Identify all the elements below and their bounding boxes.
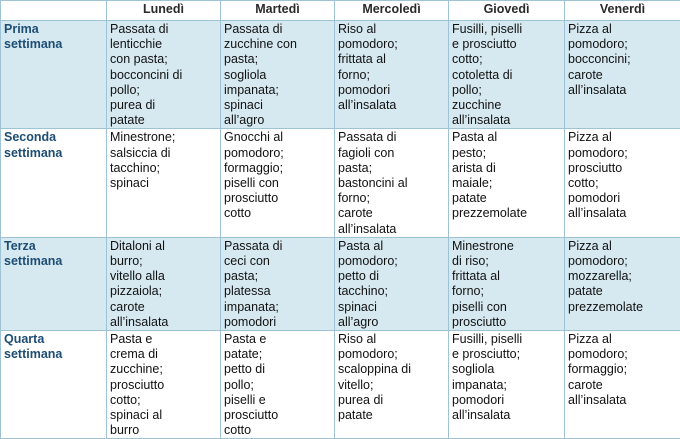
- menu-cell: Gnocchi al pomodoro; formaggio; piselli con prosciutto cotto: [221, 129, 335, 237]
- menu-cell: Ditaloni al burro; vitello alla pizzaiola; carote all’insalata: [107, 237, 221, 330]
- header-day-martedi: Martedì: [221, 1, 335, 21]
- week-label: Seconda settimana: [1, 129, 107, 237]
- menu-cell: Pasta al pomodoro; petto di tacchino; spinaci all’agro: [335, 237, 449, 330]
- week-label: Quarta settimana: [1, 331, 107, 439]
- corner-cell: [1, 1, 107, 21]
- week-row-4: [1, 331, 680, 439]
- menu-cell: Passata di ceci con pasta; platessa impanata; pomodori: [221, 237, 335, 330]
- menu-cell: Pizza al pomodoro; prosciutto cotto; pomodori all’insalata: [565, 129, 680, 237]
- menu-cell: Riso al pomodoro; frittata al forno; pomodori all’insalata: [335, 21, 449, 129]
- menu-cell: Pizza al pomodoro; formaggio; carote all’insalata: [565, 331, 680, 439]
- week-label: Prima settimana: [1, 21, 107, 129]
- week-row-2: [1, 129, 680, 237]
- header-day-lunedi: Lunedì: [107, 1, 221, 21]
- week-label: Terza settimana: [1, 237, 107, 330]
- menu-cell: Minestrone di riso; frittata al forno; piselli con prosciutto: [449, 237, 565, 330]
- menu-cell: Pizza al pomodoro; mozzarella; patate prezzemolate: [565, 237, 680, 330]
- menu-cell: Pasta al pesto; arista di maiale; patate prezzemolate: [449, 129, 565, 237]
- menu-cell: Passata di lenticchie con pasta; bocconcini di pollo; purea di patate: [107, 21, 221, 129]
- menu-cell: Minestrone; salsiccia di tacchino; spinaci: [107, 129, 221, 237]
- header-day-giovedi: Giovedì: [449, 1, 565, 21]
- week-row-1: [1, 21, 680, 129]
- menu-cell: Pizza al pomodoro; bocconcini; carote all’insalata: [565, 21, 680, 129]
- header-row: [1, 1, 680, 21]
- menu-cell: Passata di fagioli con pasta; bastoncini al forno; carote all’insalata: [335, 129, 449, 237]
- menu-cell: Riso al pomodoro; scaloppina di vitello; purea di patate: [335, 331, 449, 439]
- menu-cell: Fusilli, piselli e prosciutto; sogliola impanata; pomodori all’insalata: [449, 331, 565, 439]
- menu-cell: Pasta e patate; petto di pollo; piselli e prosciutto cotto: [221, 331, 335, 439]
- menu-cell: Pasta e crema di zucchine; prosciutto cotto; spinaci al burro: [107, 331, 221, 439]
- header-day-venerdi: Venerdì: [565, 1, 680, 21]
- menu-cell: Fusilli, piselli e prosciutto cotto; cotoletta di pollo; zucchine all’insalata: [449, 21, 565, 129]
- header-day-mercoledi: Mercoledì: [335, 1, 449, 21]
- menu-cell: Passata di zucchine con pasta; sogliola impanata; spinaci all’agro: [221, 21, 335, 129]
- week-row-3: [1, 237, 680, 330]
